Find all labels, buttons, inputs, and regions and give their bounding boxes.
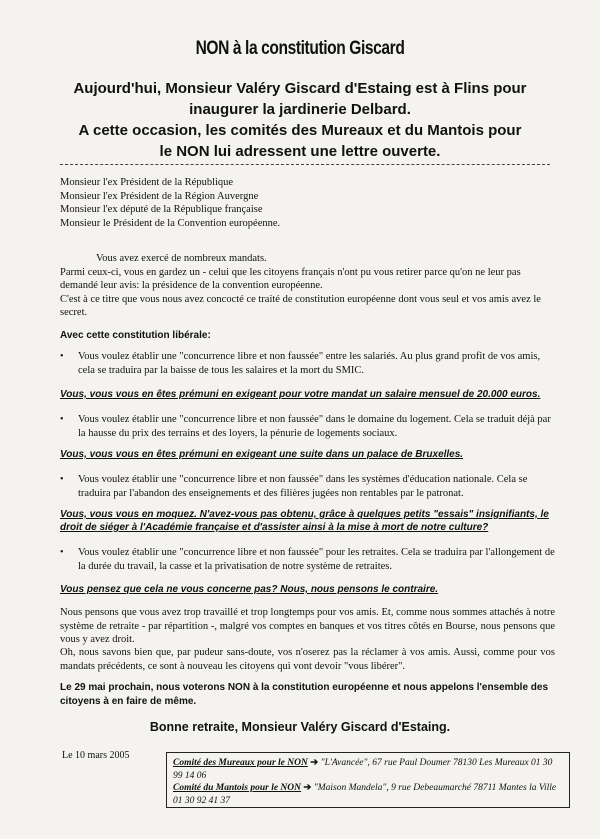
contact-name: Comité du Mantois pour le NON xyxy=(173,783,302,793)
bullet-text: Vous voulez établir une "concurrence libre et non faussée" entre les salariés. Au plus grand profit de vos amis, cela se traduira par la baisse de tous les salaires et la mort du SMIC. xyxy=(78,351,541,376)
conclusion-paragraph: Le 29 mai prochain, nous voterons NON à la constitution européenne et nous appelons l'ensemble des citoyens à en faire de même. xyxy=(60,682,549,707)
bullet-icon: • xyxy=(60,351,64,362)
contact-name: Comité des Mureaux pour le NON xyxy=(173,758,308,768)
bullet-icon: • xyxy=(60,474,64,485)
retort-line: Vous, vous vous en moquez. N'avez-vous pas obtenu, grâce à quelques petits "essais" insignifiants, le droit de siéger à l'Académie française et d'assister ainsi à la mise à mort de notre culture? xyxy=(60,509,549,533)
arrow-right-icon: ➔ xyxy=(310,758,319,768)
retirement-paragraph: Nous pensons que vous avez trop travaillé et trop longtemps pour vos amis. Et, comme nous sommes attachés à notre système de retraite - par répartition -, malgré vos comptes en banques et vos titres côtés en Bourse, nous pensons que vous y avez droit. xyxy=(60,607,555,645)
addressee: Monsieur l'ex député de la République française xyxy=(60,204,263,215)
contact-details: "L'Avancée", 67 rue Paul Doumer 78130 Les Mureaux 01 30 99 14 06 xyxy=(173,758,553,781)
bullet-icon: • xyxy=(60,547,64,558)
dashed-divider xyxy=(60,164,550,165)
bullet-item xyxy=(60,473,555,500)
letter-date: Le 10 mars 2005 xyxy=(62,750,130,761)
retort-line: Vous, vous vous en êtes prémuni en exigeant une suite dans un palace de Bruxelles. xyxy=(60,449,464,460)
retort-line: Vous pensez que cela ne vous concerne pas? Nous, nous pensons le contraire. xyxy=(60,584,439,595)
bullet-icon: • xyxy=(60,414,64,425)
contact-box xyxy=(166,752,570,808)
addressee: Monsieur le Président de la Convention européenne. xyxy=(60,217,281,229)
arrow-right-icon: ➔ xyxy=(303,783,312,793)
addressee: Monsieur l'ex Président de la Région Auvergne xyxy=(60,190,259,202)
addressee: Monsieur l'ex Président de la République xyxy=(60,177,234,188)
retort-line: Vous, vous vous en êtes prémuni en exigeant pour votre mandat un salaire mensuel de 20.000 euros. xyxy=(60,389,541,400)
signoff: Bonne retraite, Monsieur Valéry Giscard d'Estaing. xyxy=(149,720,451,734)
bullet-text: Vous voulez établir une "concurrence libre et non faussée" dans le domaine du logement. Cela se traduit déjà par la hausse du prix des terrains et des loyers, la pénurie de logements sociaux. xyxy=(78,414,551,439)
headline xyxy=(40,78,560,162)
headline-line: inaugurer la jardinerie Delbard. xyxy=(189,101,411,118)
headline-line: le NON lui adressent une lettre ouverte. xyxy=(159,143,441,160)
contact-entry xyxy=(173,782,563,807)
sub-heading: Avec cette constitution libérale: xyxy=(60,330,211,341)
intro-line: Vous avez exercé de nombreux mandats. xyxy=(96,253,267,264)
headline-line: Aujourd'hui, Monsieur Valéry Giscard d'Estaing est à Flins pour xyxy=(73,80,527,97)
intro-paragraph xyxy=(60,252,555,320)
contact-entry xyxy=(173,757,563,782)
page-title: NON à la constitution Giscard xyxy=(195,38,405,59)
bullet-text: Vous voulez établir une "concurrence libre et non faussée" dans les systèmes d'éducation nationale. Cela se traduira par l'abandon des enseignements et des filières jugées non rentables par le patronat. xyxy=(78,474,528,499)
bullet-item xyxy=(60,413,555,440)
bullet-item xyxy=(60,546,555,573)
bullet-text: Vous voulez établir une "concurrence libre et non faussée" pour les retraites. Cela se traduira par l'allongement de la durée du travail, la casse et la privatisation de notre système de retraites. xyxy=(78,547,555,572)
liberation-paragraph: Oh, nous savons bien que, par pudeur sans-doute, vos n'oserez pas la réclamer à vos amis. Aussi, comme pour vos mandats précédents, ce sont à nouveau les citoyens qui vont devoir "vous libérer". xyxy=(60,647,555,672)
headline-line: A cette occasion, les comités des Mureaux et du Mantois pour xyxy=(78,122,522,139)
intro-line: Parmi ceux-ci, vous en gardez un - celui que les citoyens français n'ont pu vous retirer parce qu'on ne leur pas demandé leur avis: la présidence de la convention européenne. xyxy=(60,266,521,291)
intro-line: C'est à ce titre que vous nous avez concocté ce traité de constitution européenne dont vous seul et vos amis avez le secret. xyxy=(60,293,541,318)
bullet-item xyxy=(60,350,555,377)
addressee-list xyxy=(60,176,540,230)
contact-details: "Maison Mandela", 9 rue Debeaumarché 78711 Mantes la Ville 01 30 92 41 37 xyxy=(173,783,557,806)
